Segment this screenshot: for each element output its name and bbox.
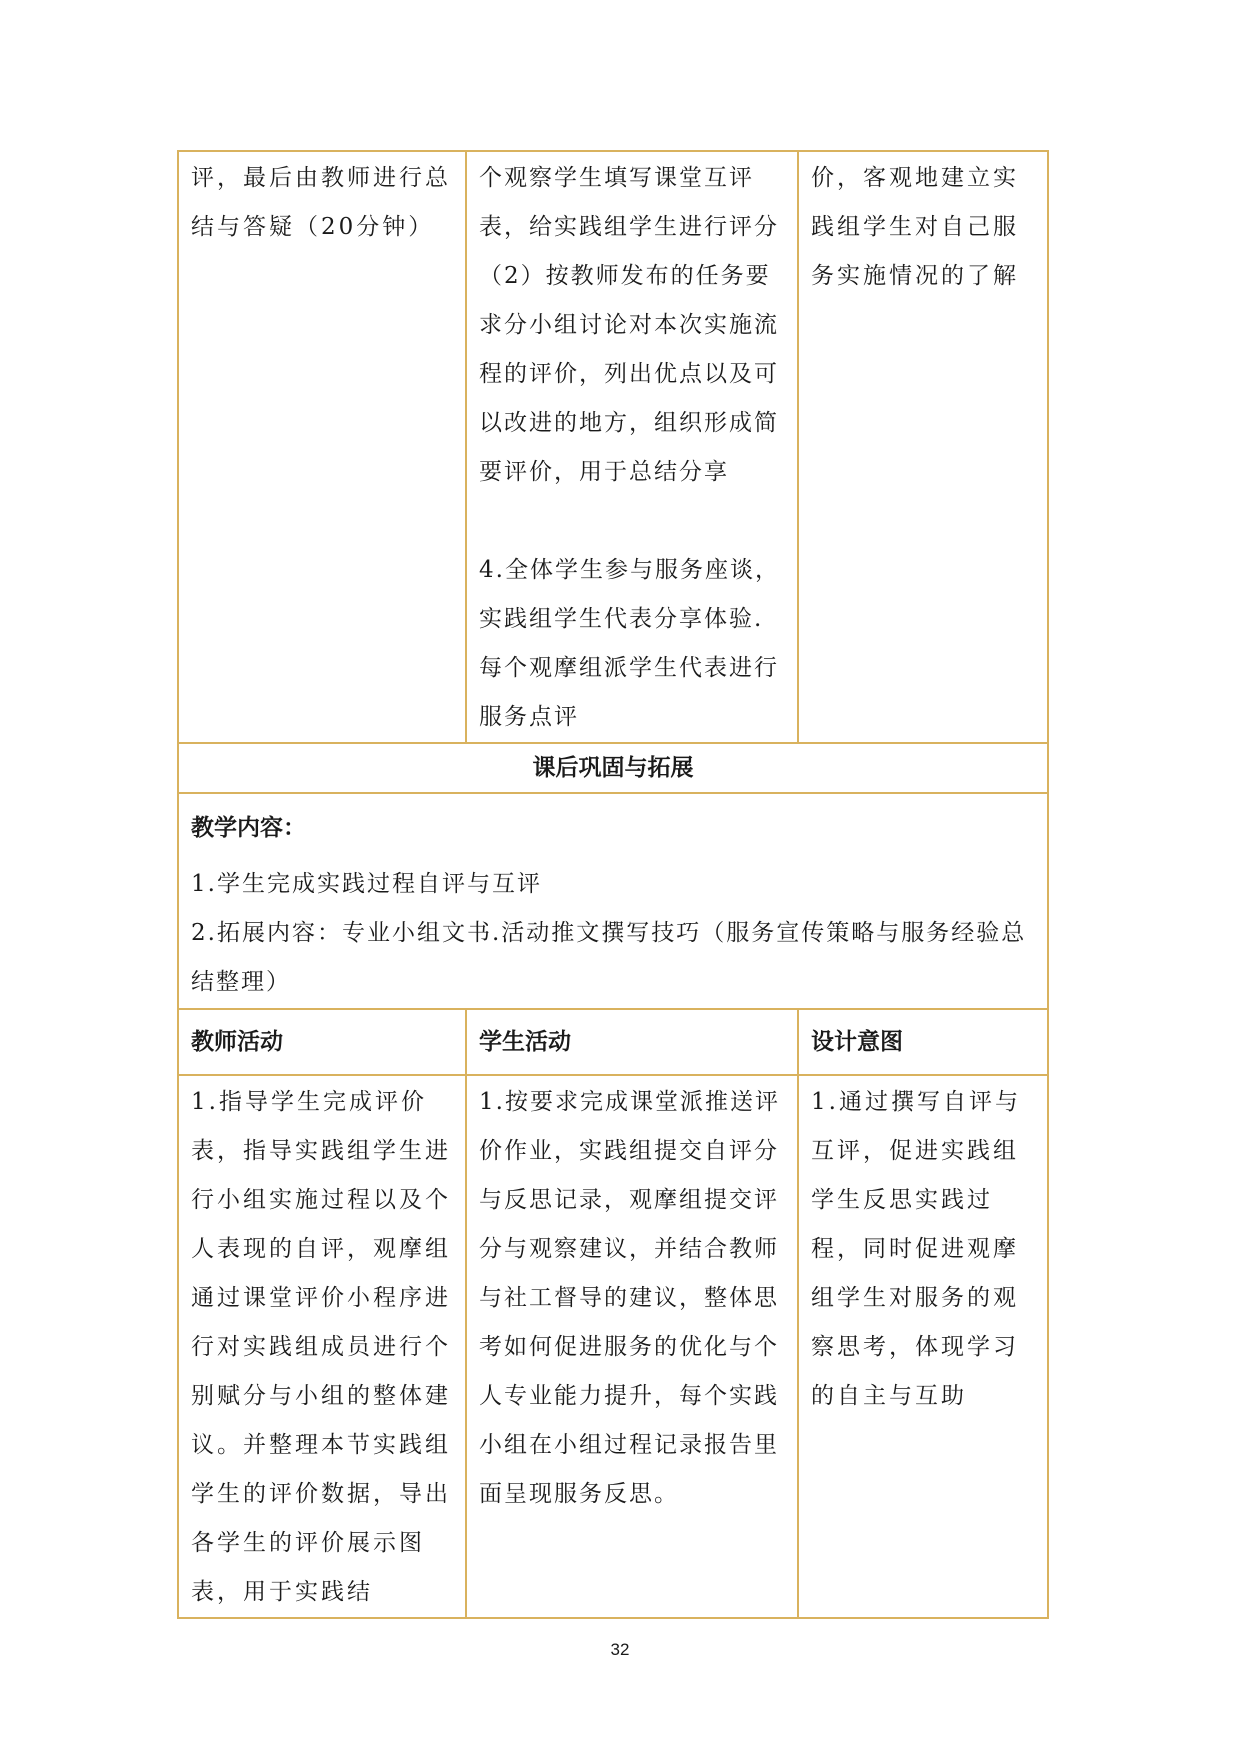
teacher-activity-cell <box>178 1075 466 1618</box>
design-intent-cell <box>798 1075 1048 1618</box>
header-student-activity: 学生活动 <box>466 1009 798 1075</box>
teaching-content-row <box>178 793 1048 1009</box>
section-title-row <box>178 743 1048 793</box>
teaching-content-label: 教学内容： <box>191 815 306 841</box>
column-header-row <box>178 1009 1048 1075</box>
lesson-plan-table <box>177 150 1049 1619</box>
header-teacher-activity: 教师活动 <box>178 1009 466 1075</box>
design-intent-text: 1.通过撰写自评与互评，促进实践组学生反思实践过程，同时促进观摩组学生对服务的观察思考，体现学习的自主与互助 <box>811 1089 1021 1409</box>
content-line-2: 2.拓展内容：专业小组文书.活动推文撰写技巧（服务宣传策略与服务经验总结整理） <box>191 920 1027 995</box>
teacher-activity-text: 评，最后由教师进行总结与答疑（20分钟） <box>191 165 451 240</box>
teaching-content-cell <box>178 793 1048 1009</box>
table-row <box>178 151 1048 743</box>
student-activity-text: 个观察学生填写课堂互评表，给实践组学生进行评分 （2）按教师发布的任务要求分小组讨论对本次实施流程的评价，列出优点以及可以改进的地方，组织形成简要评价，用于总结分享 4.全体学生参与服务座谈，实践组学生代表分享体验.每个观摩组派学生代表进行服务点评 <box>479 165 780 730</box>
student-activity-text: 1.按要求完成课堂派推送评价作业，实践组提交自评分与反思记录，观摩组提交评分与观察建议，并结合教师与社工督导的建议，整体思考如何促进服务的优化与个人专业能力提升，每个实践小组在小组过程记录报告里面呈现服务反思。 <box>479 1089 780 1507</box>
teacher-activity-cell <box>178 151 466 743</box>
section-title: 课后巩固与拓展 <box>178 743 1048 793</box>
design-intent-text: 价，客观地建立实践组学生对自己服务实施情况的了解 <box>811 165 1019 289</box>
student-activity-cell <box>466 1075 798 1618</box>
design-intent-cell <box>798 151 1048 743</box>
content-line-1: 1.学生完成实践过程自评与互评 <box>191 871 542 897</box>
student-activity-cell <box>466 151 798 743</box>
teacher-activity-text: 1.指导学生完成评价表，指导实践组学生进行小组实施过程以及个人表现的自评，观摩组通过课堂评价小程序进行对实践组成员进行个别赋分与小组的整体建议。并整理本节实践组学生的评价数据，导出各学生的评价展示图表，用于实践结 <box>191 1089 451 1605</box>
table-row <box>178 1075 1048 1618</box>
page-number: 32 <box>610 1640 630 1659</box>
header-design-intent: 设计意图 <box>798 1009 1048 1075</box>
